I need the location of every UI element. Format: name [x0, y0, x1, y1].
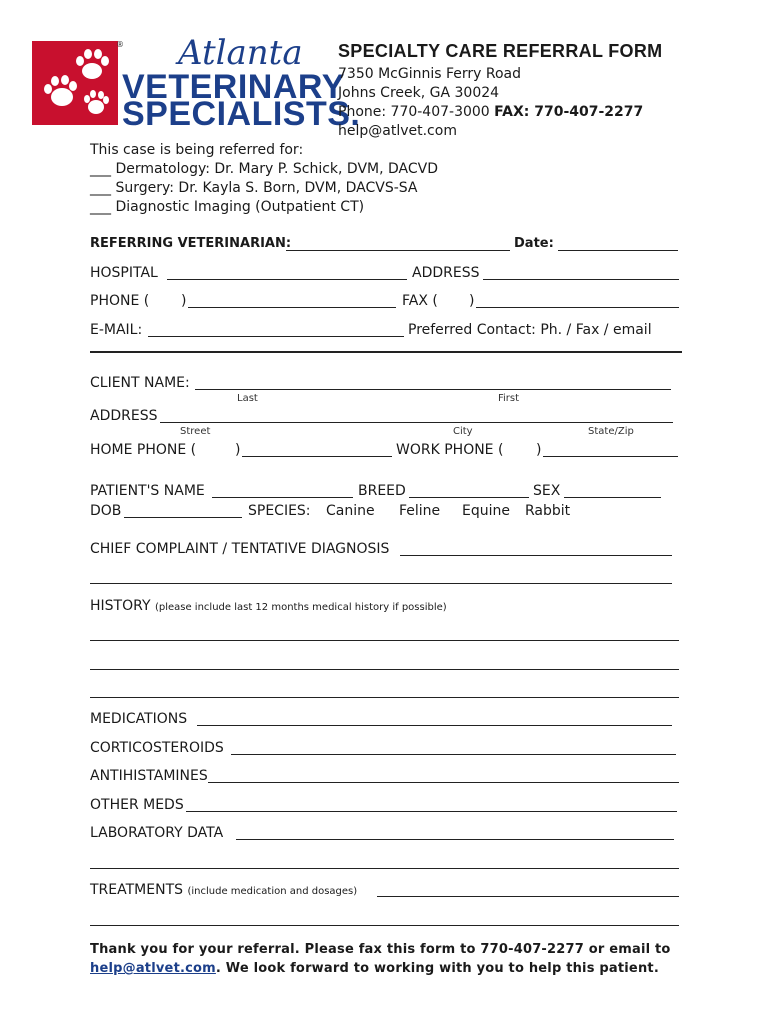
- section-divider: [90, 351, 682, 353]
- species-label: SPECIES:: [248, 503, 311, 519]
- date-field[interactable]: [558, 250, 678, 251]
- work-phone-field[interactable]: [543, 456, 678, 457]
- referring-vet-label: REFERRING VETERINARIAN:: [90, 236, 292, 251]
- treatments-label-text: TREATMENTS: [90, 882, 184, 898]
- home-phone-field[interactable]: [242, 456, 392, 457]
- history-field-2[interactable]: [90, 669, 679, 670]
- vet-fax-field[interactable]: [476, 307, 679, 308]
- antihistamines-label: ANTIHISTAMINES: [90, 768, 208, 784]
- laboratory-label: LABORATORY DATA: [90, 825, 224, 841]
- vet-fax-paren: ): [469, 293, 475, 309]
- footer-line-2-text: . We look forward to working with you to help this patient.: [215, 961, 659, 976]
- chief-complaint-field[interactable]: [400, 555, 672, 556]
- treatments-label: [90, 882, 357, 898]
- sex-field[interactable]: [564, 497, 661, 498]
- street-hint: Street: [180, 426, 211, 437]
- vet-email-field[interactable]: [148, 336, 404, 337]
- species-rabbit[interactable]: Rabbit: [525, 503, 571, 519]
- dob-label: DOB: [90, 503, 122, 519]
- address-line-2: Johns Creek, GA 30024: [338, 85, 500, 101]
- work-phone-label: WORK PHONE (: [396, 442, 504, 458]
- vet-email-label: E-MAIL:: [90, 322, 143, 338]
- sex-label: SEX: [533, 483, 561, 499]
- vet-phone-label: PHONE (: [90, 293, 150, 309]
- breed-label: BREED: [358, 483, 406, 499]
- patient-name-field[interactable]: [212, 497, 353, 498]
- vet-address-field[interactable]: [483, 279, 679, 280]
- history-note: (please include last 12 months medical history if possible): [154, 602, 447, 613]
- history-field-3[interactable]: [90, 697, 679, 698]
- home-phone-label: HOME PHONE (: [90, 442, 197, 458]
- phone-text: Phone: 770-407-3000: [338, 104, 490, 120]
- chief-complaint-label: CHIEF COMPLAINT / TENTATIVE DIAGNOSIS: [90, 541, 390, 557]
- vet-address-label: ADDRESS: [412, 265, 480, 281]
- species-equine[interactable]: Equine: [462, 503, 510, 519]
- referral-intro: This case is being referred for:: [90, 142, 304, 158]
- footer-line-2: [90, 961, 659, 976]
- logo-paw-box: [32, 41, 118, 125]
- vet-phone-field[interactable]: [188, 307, 396, 308]
- laboratory-field[interactable]: [236, 839, 674, 840]
- referral-option-dermatology[interactable]: ___ Dermatology: Dr. Mary P. Schick, DVM, DACVD: [90, 161, 439, 177]
- medications-label: MEDICATIONS: [90, 711, 188, 727]
- client-address-field[interactable]: [160, 422, 673, 423]
- work-phone-paren: ): [536, 442, 542, 458]
- logo-script-text: Atlanta: [178, 33, 303, 73]
- antihistamines-field[interactable]: [208, 782, 679, 783]
- footer-line-1: Thank you for your referral. Please fax this form to 770-407-2277 or email to: [90, 942, 671, 957]
- other-meds-label: OTHER MEDS: [90, 797, 184, 813]
- registered-mark: ®: [116, 40, 124, 49]
- client-last-hint: Last: [237, 393, 258, 404]
- home-phone-paren: ): [235, 442, 241, 458]
- laboratory-field-2[interactable]: [90, 868, 679, 869]
- client-address-label: ADDRESS: [90, 408, 158, 424]
- fax-text: FAX: 770-407-2277: [494, 104, 644, 120]
- corticosteroids-label: CORTICOSTEROIDS: [90, 740, 224, 756]
- treatments-field[interactable]: [377, 896, 679, 897]
- footer-email-link[interactable]: help@atlvet.com: [90, 961, 216, 976]
- city-hint: City: [453, 426, 473, 437]
- species-feline[interactable]: Feline: [399, 503, 441, 519]
- paw-prints-icon: [32, 41, 118, 125]
- history-label-text: HISTORY: [90, 598, 151, 614]
- treatments-note: (include medication and dosages): [187, 886, 358, 897]
- client-name-label: CLIENT NAME:: [90, 375, 190, 391]
- vet-phone-paren: ): [181, 293, 187, 309]
- referral-option-imaging[interactable]: ___ Diagnostic Imaging (Outpatient CT): [90, 199, 365, 215]
- other-meds-field[interactable]: [186, 811, 677, 812]
- dob-field[interactable]: [124, 517, 242, 518]
- history-label: [90, 598, 447, 614]
- logo-line-specialists: SPECIALISTS.: [122, 95, 361, 133]
- preferred-contact[interactable]: Preferred Contact: Ph. / Fax / email: [408, 322, 652, 338]
- patient-name-label: PATIENT'S NAME: [90, 483, 205, 499]
- vet-fax-label: FAX (: [402, 293, 438, 309]
- treatments-field-2[interactable]: [90, 925, 679, 926]
- species-canine[interactable]: Canine: [326, 503, 375, 519]
- medications-field[interactable]: [197, 725, 672, 726]
- logo-line-veterinary: VETERINARY: [122, 68, 345, 106]
- phone-fax-line: [338, 103, 643, 122]
- form-title: SPECIALTY CARE REFERRAL FORM: [338, 41, 663, 61]
- header-email[interactable]: help@atlvet.com: [338, 123, 457, 139]
- history-field-1[interactable]: [90, 640, 679, 641]
- breed-field[interactable]: [409, 497, 529, 498]
- date-label: Date:: [514, 236, 554, 251]
- referring-vet-field[interactable]: [286, 250, 510, 251]
- hospital-field[interactable]: [167, 279, 407, 280]
- corticosteroids-field[interactable]: [231, 754, 676, 755]
- hospital-label: HOSPITAL: [90, 265, 158, 281]
- referral-option-surgery[interactable]: ___ Surgery: Dr. Kayla S. Born, DVM, DACVS-SA: [90, 180, 418, 196]
- client-name-field[interactable]: [195, 389, 671, 390]
- statezip-hint: State/Zip: [588, 426, 634, 437]
- chief-complaint-field-2[interactable]: [90, 583, 672, 584]
- client-first-hint: First: [498, 393, 520, 404]
- address-line-1: 7350 McGinnis Ferry Road: [338, 66, 522, 82]
